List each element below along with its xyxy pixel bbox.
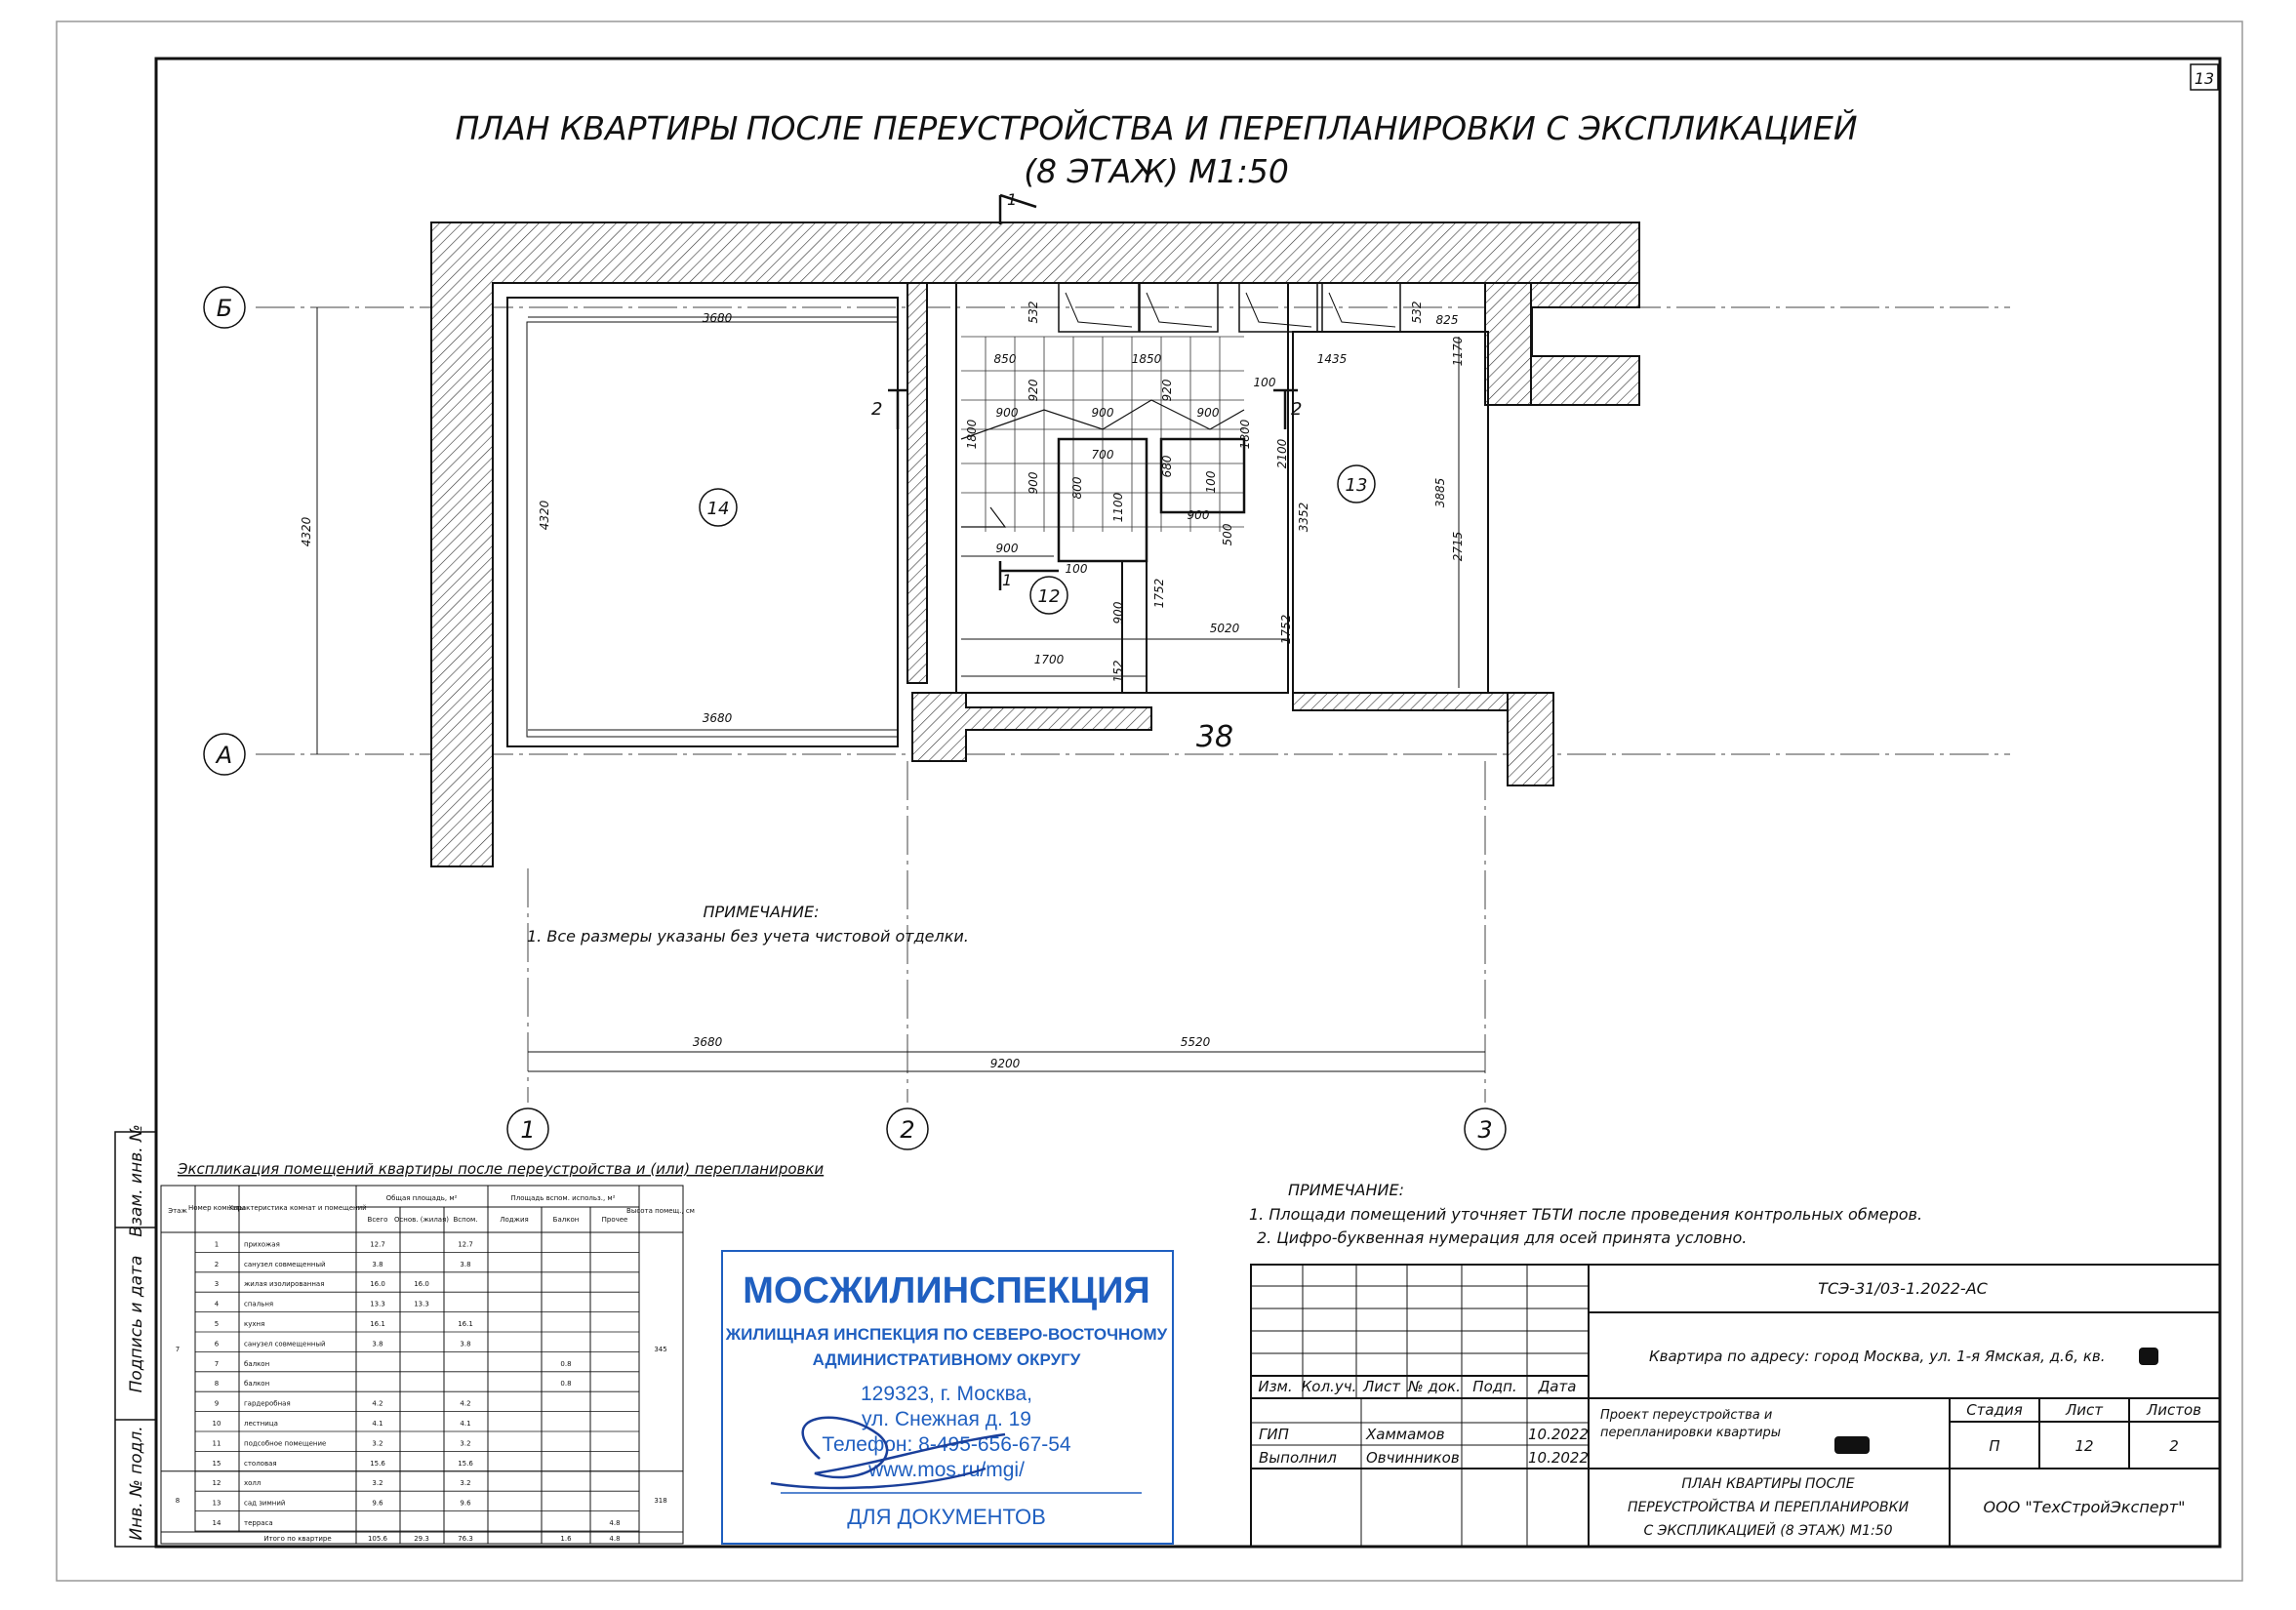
room-number-12: 12 bbox=[1037, 586, 1061, 607]
dim-4320-left: 4320 bbox=[300, 516, 313, 547]
explication-total-cell: 4.8 bbox=[609, 1535, 621, 1543]
room-number-13: 13 bbox=[1345, 475, 1368, 496]
dim-100-b: 100 bbox=[1204, 470, 1218, 494]
dim-900-g: 900 bbox=[1111, 601, 1125, 624]
dim-920-a: 920 bbox=[1027, 379, 1040, 402]
plan-note-heading: ПРИМЕЧАНИЕ: bbox=[703, 903, 820, 921]
tb-date1: 10.2022 bbox=[1527, 1426, 1590, 1443]
explication-cell: 15.6 bbox=[370, 1459, 385, 1468]
ext-dim-9200: 9200 bbox=[989, 1057, 1021, 1070]
wall-east-block bbox=[1531, 283, 1639, 405]
explication-cell: 4.2 bbox=[460, 1399, 471, 1408]
dim-825: 825 bbox=[1435, 313, 1459, 327]
explication-cell: 4.8 bbox=[609, 1519, 621, 1527]
explication-cell: 12.7 bbox=[458, 1240, 473, 1249]
tb-drawing3: С ЭКСПЛИКАЦИЕЙ (8 ЭТАЖ) М1:50 bbox=[1643, 1523, 1893, 1539]
dim-680: 680 bbox=[1160, 455, 1174, 478]
strip-vzam: Взам. инв. № bbox=[127, 1124, 146, 1237]
explication-cell: 13.3 bbox=[414, 1300, 429, 1308]
tb-address: Квартира по адресу: город Москва, ул. 1-я Ямская, д.6, кв. bbox=[1649, 1348, 2106, 1365]
explication-cell: холл bbox=[244, 1479, 262, 1488]
strip-inv: Инв. № подл. bbox=[127, 1426, 146, 1541]
cut-1-top bbox=[1000, 195, 1036, 224]
dim-800: 800 bbox=[1070, 476, 1084, 500]
dim-900-b: 900 bbox=[1091, 406, 1114, 420]
redacted-apartment bbox=[2139, 1348, 2158, 1365]
dim-100-a: 100 bbox=[1253, 376, 1276, 389]
explication-cell: 10 bbox=[212, 1420, 222, 1428]
dim-900-a: 900 bbox=[995, 406, 1019, 420]
hdr-num: Номер комнаты bbox=[187, 1204, 246, 1212]
explication-cell: подсобное помещение bbox=[244, 1439, 327, 1448]
explication-total-cell: Итого по квартире bbox=[263, 1535, 332, 1543]
dim-1700: 1700 bbox=[1033, 653, 1065, 666]
explication-cell: 9 bbox=[214, 1399, 220, 1408]
explication-cell: 4.2 bbox=[372, 1399, 383, 1408]
dim-1752-a: 1752 bbox=[1152, 578, 1166, 609]
explication-cell: 3.2 bbox=[460, 1439, 471, 1448]
explication-cell: 9.6 bbox=[372, 1499, 383, 1508]
sheet-note-line2: 2. Цифро-буквенная нумерация для осей принята условно. bbox=[1257, 1228, 1748, 1247]
axis-label-1: 1 bbox=[520, 1116, 536, 1144]
tb-name1: Хаммамов bbox=[1366, 1426, 1445, 1443]
dim-920-b: 920 bbox=[1160, 379, 1174, 402]
explication-cell: 11 bbox=[212, 1439, 222, 1448]
dim-532-b: 532 bbox=[1410, 301, 1424, 324]
hdr-aux-area: Площадь вспом. использ., м² bbox=[510, 1194, 616, 1202]
hdr-floor: Этаж bbox=[168, 1207, 187, 1215]
dim-3885: 3885 bbox=[1433, 477, 1447, 508]
tb-sheets: 2 bbox=[2169, 1437, 2179, 1455]
explication-cell: сад зимний bbox=[244, 1499, 286, 1508]
explication-cell: 15.6 bbox=[458, 1459, 473, 1468]
dim-1100: 1100 bbox=[1111, 492, 1125, 523]
explication-cell: 16.1 bbox=[370, 1320, 385, 1328]
explication-cell: 13 bbox=[212, 1499, 222, 1508]
tb-sheet: 12 bbox=[2074, 1437, 2094, 1455]
wall-east-right bbox=[1508, 693, 1553, 785]
explication-cell: 8 bbox=[214, 1380, 220, 1389]
explication-cell: 3 bbox=[214, 1280, 220, 1289]
sheet-title-line2: (8 ЭТАЖ) М1:50 bbox=[1024, 152, 1289, 190]
page-number: 13 bbox=[2194, 69, 2215, 88]
explication-cell: санузел совмещенный bbox=[244, 1340, 326, 1348]
dim-900-d: 900 bbox=[1027, 471, 1040, 495]
explication-cell: 16.1 bbox=[458, 1320, 473, 1328]
explication-title: Экспликация помещений квартиры после переустройства и (или) перепланировки bbox=[178, 1160, 825, 1178]
dim-1850: 1850 bbox=[1131, 352, 1162, 366]
stamp-org: МОСЖИЛИНСПЕКЦИЯ bbox=[743, 1270, 1150, 1311]
stamp-addr1: 129323, г. Москва, bbox=[860, 1383, 1033, 1405]
wall-east-upper bbox=[1485, 283, 1531, 405]
strip-podpis: Подпись и дата bbox=[127, 1255, 146, 1393]
stamp-line2: АДМИНИСТРАТИВНОМУ ОКРУГУ bbox=[812, 1350, 1081, 1369]
inspection-stamp bbox=[722, 1251, 1173, 1544]
explication-cell: жилая изолированная bbox=[244, 1280, 325, 1289]
explication-cell: 9.6 bbox=[460, 1499, 471, 1508]
explication-cell: 3.8 bbox=[460, 1340, 471, 1348]
hdr-main: Основ. (жилая) bbox=[393, 1216, 450, 1224]
explication-cell: 13.3 bbox=[370, 1300, 385, 1308]
dim-100-c: 100 bbox=[1065, 562, 1088, 576]
hdr-desc: Характеристика комнат и помещений bbox=[228, 1204, 367, 1212]
explication-cell: терраса bbox=[244, 1519, 273, 1527]
tb-drawing1: ПЛАН КВАРТИРЫ ПОСЛЕ bbox=[1681, 1476, 1855, 1492]
explication-cell: 2 bbox=[214, 1260, 220, 1268]
tb-date2: 10.2022 bbox=[1527, 1449, 1590, 1467]
wall-mark-38: 38 bbox=[1195, 720, 1234, 754]
dim-5020: 5020 bbox=[1209, 622, 1240, 635]
explication-cell: 15 bbox=[212, 1459, 222, 1468]
explication-cell: 0.8 bbox=[560, 1380, 572, 1389]
explication-cell: 16.0 bbox=[414, 1280, 429, 1289]
dim-900-f: 900 bbox=[995, 542, 1019, 555]
tb-drawing2: ПЕРЕУСТРОЙСТВА И ПЕРЕПЛАНИРОВКИ bbox=[1627, 1500, 1910, 1515]
dim-1170: 1170 bbox=[1451, 336, 1465, 367]
dim-1800-a: 1800 bbox=[965, 419, 979, 450]
room-14-outline bbox=[507, 298, 898, 746]
stamp-web: www.mos.ru/mgi/ bbox=[868, 1459, 1025, 1481]
explication-cell: 1 bbox=[214, 1240, 220, 1249]
explication-cell: 5 bbox=[214, 1320, 220, 1328]
cut-1-top-label: 1 bbox=[1007, 190, 1018, 209]
explication-cell: 3.8 bbox=[460, 1260, 471, 1268]
tb-hdr-koluch: Кол.уч. bbox=[1301, 1378, 1357, 1395]
cell-height-7: 345 bbox=[654, 1346, 667, 1353]
explication-total-cell: 1.6 bbox=[560, 1535, 572, 1543]
tb-name2: Овчинников bbox=[1366, 1449, 1460, 1467]
room-14-inner bbox=[527, 322, 898, 737]
dim-152: 152 bbox=[1111, 660, 1125, 683]
explication-cell: санузел совмещенный bbox=[244, 1260, 326, 1268]
left-strip bbox=[115, 1124, 156, 1547]
hdr-height: Высота помещ., см bbox=[626, 1207, 695, 1215]
explication-cell: 4.1 bbox=[460, 1420, 471, 1428]
explication-cell: 7 bbox=[214, 1359, 220, 1368]
dim-532-a: 532 bbox=[1027, 301, 1040, 324]
room-number-14: 14 bbox=[706, 499, 730, 519]
wall-south-right bbox=[1293, 693, 1508, 710]
explication-cell: балкон bbox=[244, 1359, 270, 1368]
tb-role1: ГИП bbox=[1259, 1426, 1289, 1443]
dim-1435: 1435 bbox=[1316, 352, 1348, 366]
tb-stage-label: Стадия bbox=[1966, 1401, 2023, 1419]
explication-cell: спальня bbox=[244, 1300, 274, 1308]
stamp-addr2: ул. Снежная д. 19 bbox=[862, 1408, 1031, 1430]
tb-hdr-list: Лист bbox=[1362, 1378, 1401, 1395]
dim-700: 700 bbox=[1091, 448, 1114, 462]
floor-plan bbox=[204, 190, 2010, 1149]
cell-height-8: 318 bbox=[654, 1497, 667, 1505]
tb-stage: П bbox=[1989, 1437, 2000, 1455]
hdr-all: Всего bbox=[367, 1216, 388, 1224]
explication-cell: 12 bbox=[212, 1479, 222, 1488]
tb-sheet-label: Лист bbox=[2065, 1401, 2104, 1419]
ext-dim-5520: 5520 bbox=[1180, 1035, 1211, 1049]
explication-total-cell: 29.3 bbox=[414, 1535, 429, 1543]
dim-2100: 2100 bbox=[1275, 438, 1289, 469]
tb-hdr-ndok: № док. bbox=[1408, 1378, 1461, 1395]
sheet-note-heading: ПРИМЕЧАНИЕ: bbox=[1288, 1181, 1404, 1199]
wall-pier-left bbox=[907, 283, 927, 683]
cell-floor-8: 8 bbox=[175, 1497, 181, 1505]
explication-cell: 16.0 bbox=[370, 1280, 385, 1289]
dim-1800-b: 1800 bbox=[1238, 419, 1252, 450]
stair-grid bbox=[961, 337, 1244, 532]
wall-south-mid bbox=[912, 693, 1151, 761]
cut-2-left-label: 2 bbox=[871, 399, 883, 420]
dim-500: 500 bbox=[1221, 523, 1234, 546]
explication-cell: лестница bbox=[244, 1420, 278, 1428]
tb-hdr-podp: Подп. bbox=[1472, 1378, 1517, 1395]
explication-cell: 3.2 bbox=[372, 1479, 383, 1488]
dim-850: 850 bbox=[993, 352, 1017, 366]
tb-code: ТСЭ-31/03-1.2022-АС bbox=[1818, 1279, 1988, 1298]
hdr-aux: Вспом. bbox=[453, 1216, 478, 1224]
dim-2715: 2715 bbox=[1451, 531, 1465, 562]
tb-hdr-izm: Изм. bbox=[1258, 1378, 1293, 1395]
axis-label-b: Б bbox=[216, 295, 233, 322]
hdr-other: Прочее bbox=[601, 1216, 628, 1224]
explication-cell: 0.8 bbox=[560, 1359, 572, 1368]
ext-dim-3680: 3680 bbox=[692, 1035, 723, 1049]
cell-floor-7: 7 bbox=[175, 1346, 181, 1353]
sheet-title-line1: ПЛАН КВАРТИРЫ ПОСЛЕ ПЕРЕУСТРОЙСТВА И ПЕРЕПЛАНИРОВКИ С ЭКСПЛИКАЦИЕЙ bbox=[455, 109, 1858, 147]
dim-3680-top: 3680 bbox=[702, 311, 733, 325]
explication-cell: 3.8 bbox=[372, 1260, 383, 1268]
tb-role2: Выполнил bbox=[1259, 1449, 1337, 1467]
explication-cell: прихожая bbox=[244, 1240, 280, 1249]
cut-1-bottom-label: 1 bbox=[1002, 571, 1013, 589]
tb-hdr-data: Дата bbox=[1538, 1378, 1577, 1395]
dim-3352: 3352 bbox=[1297, 502, 1310, 533]
stamp-line1: ЖИЛИЩНАЯ ИНСПЕКЦИЯ ПО СЕВЕРО-ВОСТОЧНОМУ bbox=[725, 1325, 1168, 1344]
explication-cell: 14 bbox=[212, 1519, 222, 1527]
axis-label-a: А bbox=[216, 742, 233, 769]
tb-project: Проект переустройства и перепланировки квартиры bbox=[1600, 1408, 1782, 1440]
explication-cell: гардеробная bbox=[244, 1399, 291, 1408]
cut-2-right-label: 2 bbox=[1291, 399, 1303, 420]
axis-label-2: 2 bbox=[900, 1116, 915, 1144]
hdr-loggia: Лоджия bbox=[500, 1216, 529, 1224]
hdr-balcony: Балкон bbox=[552, 1216, 580, 1224]
explication-table bbox=[161, 1160, 824, 1544]
explication-cell: 6 bbox=[214, 1340, 220, 1348]
hdr-total-area: Общая площадь, м² bbox=[385, 1194, 458, 1202]
explication-cell: балкон bbox=[244, 1380, 270, 1389]
explication-cell: 3.2 bbox=[372, 1439, 383, 1448]
dim-4320-inner: 4320 bbox=[538, 500, 551, 531]
dim-900-c: 900 bbox=[1196, 406, 1220, 420]
explication-total-cell: 76.3 bbox=[458, 1535, 473, 1543]
sheet-note-line1: 1. Площади помещений уточняет ТБТИ после проведения контрольных обмеров. bbox=[1249, 1205, 1923, 1224]
explication-total-cell: 105.6 bbox=[367, 1535, 388, 1543]
explication-cell: 4.1 bbox=[372, 1420, 383, 1428]
redacted-project bbox=[1834, 1436, 1870, 1454]
axis-label-3: 3 bbox=[1477, 1116, 1493, 1144]
dim-1752-b: 1752 bbox=[1279, 614, 1293, 645]
explication-cell: столовая bbox=[244, 1459, 277, 1468]
explication-cell: 4 bbox=[214, 1300, 220, 1308]
explication-cell: 3.8 bbox=[372, 1340, 383, 1348]
explication-cell: кухня bbox=[244, 1320, 265, 1328]
stamp-phone: Телефон: 8-495-656-67-54 bbox=[822, 1433, 1071, 1456]
tb-company: ООО "ТехСтройЭксперт" bbox=[1983, 1498, 2186, 1516]
tb-sheets-label: Листов bbox=[2146, 1401, 2202, 1419]
stamp-footer: ДЛЯ ДОКУМЕНТОВ bbox=[847, 1505, 1046, 1529]
explication-cell: 12.7 bbox=[370, 1240, 385, 1249]
title-block bbox=[1251, 1265, 2220, 1547]
dim-900-e: 900 bbox=[1187, 508, 1210, 522]
plan-note-line1: 1. Все размеры указаны без учета чистовой отделки. bbox=[527, 927, 969, 946]
cut-2-left bbox=[888, 390, 907, 429]
explication-cell: 3.2 bbox=[460, 1479, 471, 1488]
dim-3680-bottom: 3680 bbox=[702, 711, 733, 725]
